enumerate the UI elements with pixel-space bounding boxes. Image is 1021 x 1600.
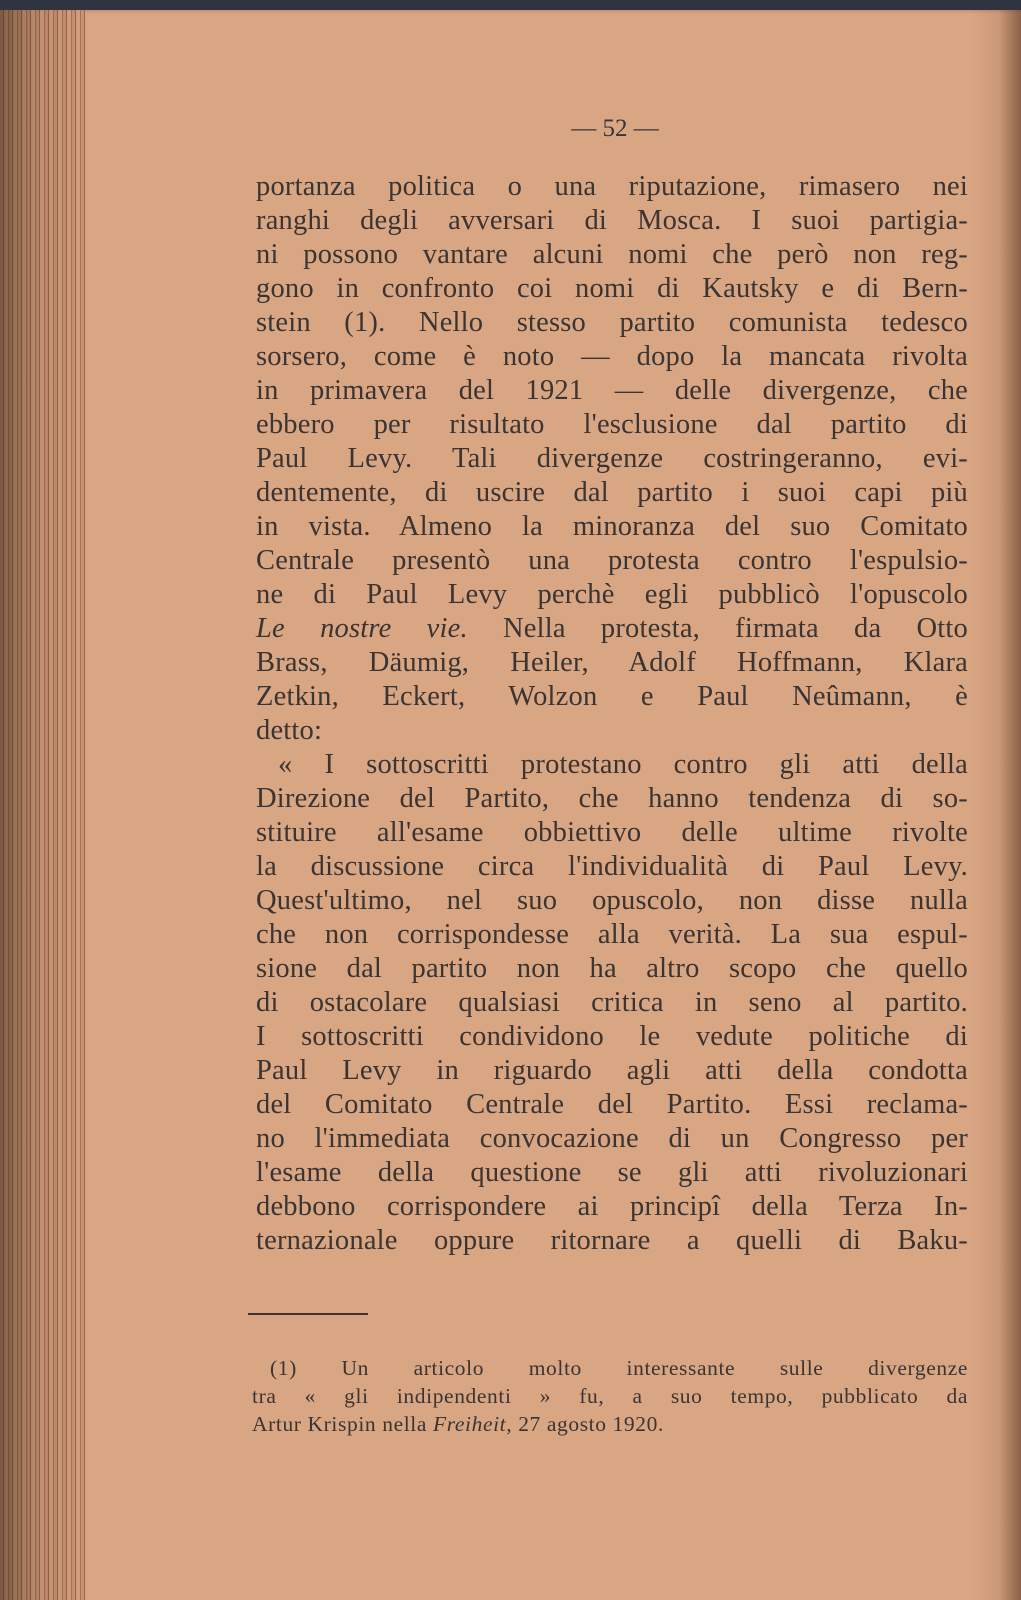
body-line: Centrale presentò una protesta contro l'espulsio- bbox=[256, 545, 968, 576]
body-line: ebbero per risultato l'esclusione dal partito di bbox=[256, 409, 968, 440]
footnote-line bbox=[252, 1410, 968, 1438]
body-line: stituire all'esame obbiettivo delle ultime rivolte bbox=[256, 817, 968, 848]
footnote-text: Artur Krispin nella bbox=[252, 1412, 433, 1436]
body-line: sorsero, come è noto — dopo la mancata rivolta bbox=[256, 341, 968, 372]
body-line: ne di Paul Levy perchè egli pubblicò l'opuscolo bbox=[256, 579, 968, 610]
gutter-shadow bbox=[0, 0, 86, 1600]
body-line: che non corrispondesse alla verità. La sua espul- bbox=[256, 919, 968, 950]
binding-strip bbox=[0, 0, 1021, 10]
body-line: Direzione del Partito, che hanno tendenza di so- bbox=[256, 783, 968, 814]
body-line: I sottoscritti condividono le vedute politiche di bbox=[256, 1021, 968, 1052]
body-line: Paul Levy in riguardo agli atti della condotta bbox=[256, 1055, 968, 1086]
italic-title: Le nostre vie. bbox=[256, 613, 468, 644]
body-line: debbono corrispondere ai principî della Terza In- bbox=[256, 1191, 968, 1222]
page-number: — 52 — bbox=[571, 115, 659, 142]
body-line: la discussione circa l'individualità di Paul Levy. bbox=[256, 851, 968, 882]
right-edge-shadow bbox=[999, 0, 1021, 1600]
footnote-text: , 27 agosto 1920. bbox=[506, 1412, 664, 1436]
footnote-rule bbox=[248, 1313, 368, 1315]
body-line: in vista. Almeno la minoranza del suo Comitato bbox=[256, 511, 968, 542]
body-line: di ostacolare qualsiasi critica in seno al partito. bbox=[256, 987, 968, 1018]
footnote-line: tra « gli indipendenti » fu, a suo tempo, pubblicato da bbox=[252, 1384, 968, 1408]
body-line: ternazionale oppure ritornare a quelli di Baku- bbox=[256, 1225, 968, 1256]
body-line: no l'immediata convocazione di un Congresso per bbox=[256, 1123, 968, 1154]
body-line: sione dal partito non ha altro scopo che quello bbox=[256, 953, 968, 984]
body-line: Quest'ultimo, nel suo opuscolo, non disse nulla bbox=[256, 885, 968, 916]
body-line bbox=[256, 612, 968, 646]
body-line: dentemente, di uscire dal partito i suoi capi più bbox=[256, 477, 968, 508]
body-line: Paul Levy. Tali divergenze costringeranno, evi- bbox=[256, 443, 968, 474]
body-line: ni possono vantare alcuni nomi che però non reg- bbox=[256, 239, 968, 270]
body-line: in primavera del 1921 — delle divergenze, che bbox=[256, 375, 968, 406]
body-line: « I sottoscritti protestano contro gli atti della bbox=[278, 749, 968, 780]
body-line: Brass, Däumig, Heiler, Adolf Hoffmann, Klara bbox=[256, 647, 968, 678]
body-line: ranghi degli avversari di Mosca. I suoi partigia- bbox=[256, 205, 968, 236]
body-line: l'esame della questione se gli atti rivoluzionari bbox=[256, 1157, 968, 1188]
body-line: portanza politica o una riputazione, rimasero nei bbox=[256, 171, 968, 202]
body-line: del Comitato Centrale del Partito. Essi reclama- bbox=[256, 1089, 968, 1120]
body-line: Zetkin, Eckert, Wolzon e Paul Neûmann, è bbox=[256, 681, 968, 712]
footnote-italic-title: Freiheit bbox=[432, 1412, 507, 1436]
body-line: stein (1). Nello stesso partito comunista tedesco bbox=[256, 307, 968, 338]
body-line-rest: Nella protesta, firmata da Otto bbox=[467, 613, 968, 644]
body-line: gono in confronto coi nomi di Kautsky e di Bern- bbox=[256, 273, 968, 304]
body-line: detto: bbox=[256, 715, 323, 746]
footnote-line: (1) Un articolo molto interessante sulle divergenze bbox=[270, 1356, 968, 1380]
